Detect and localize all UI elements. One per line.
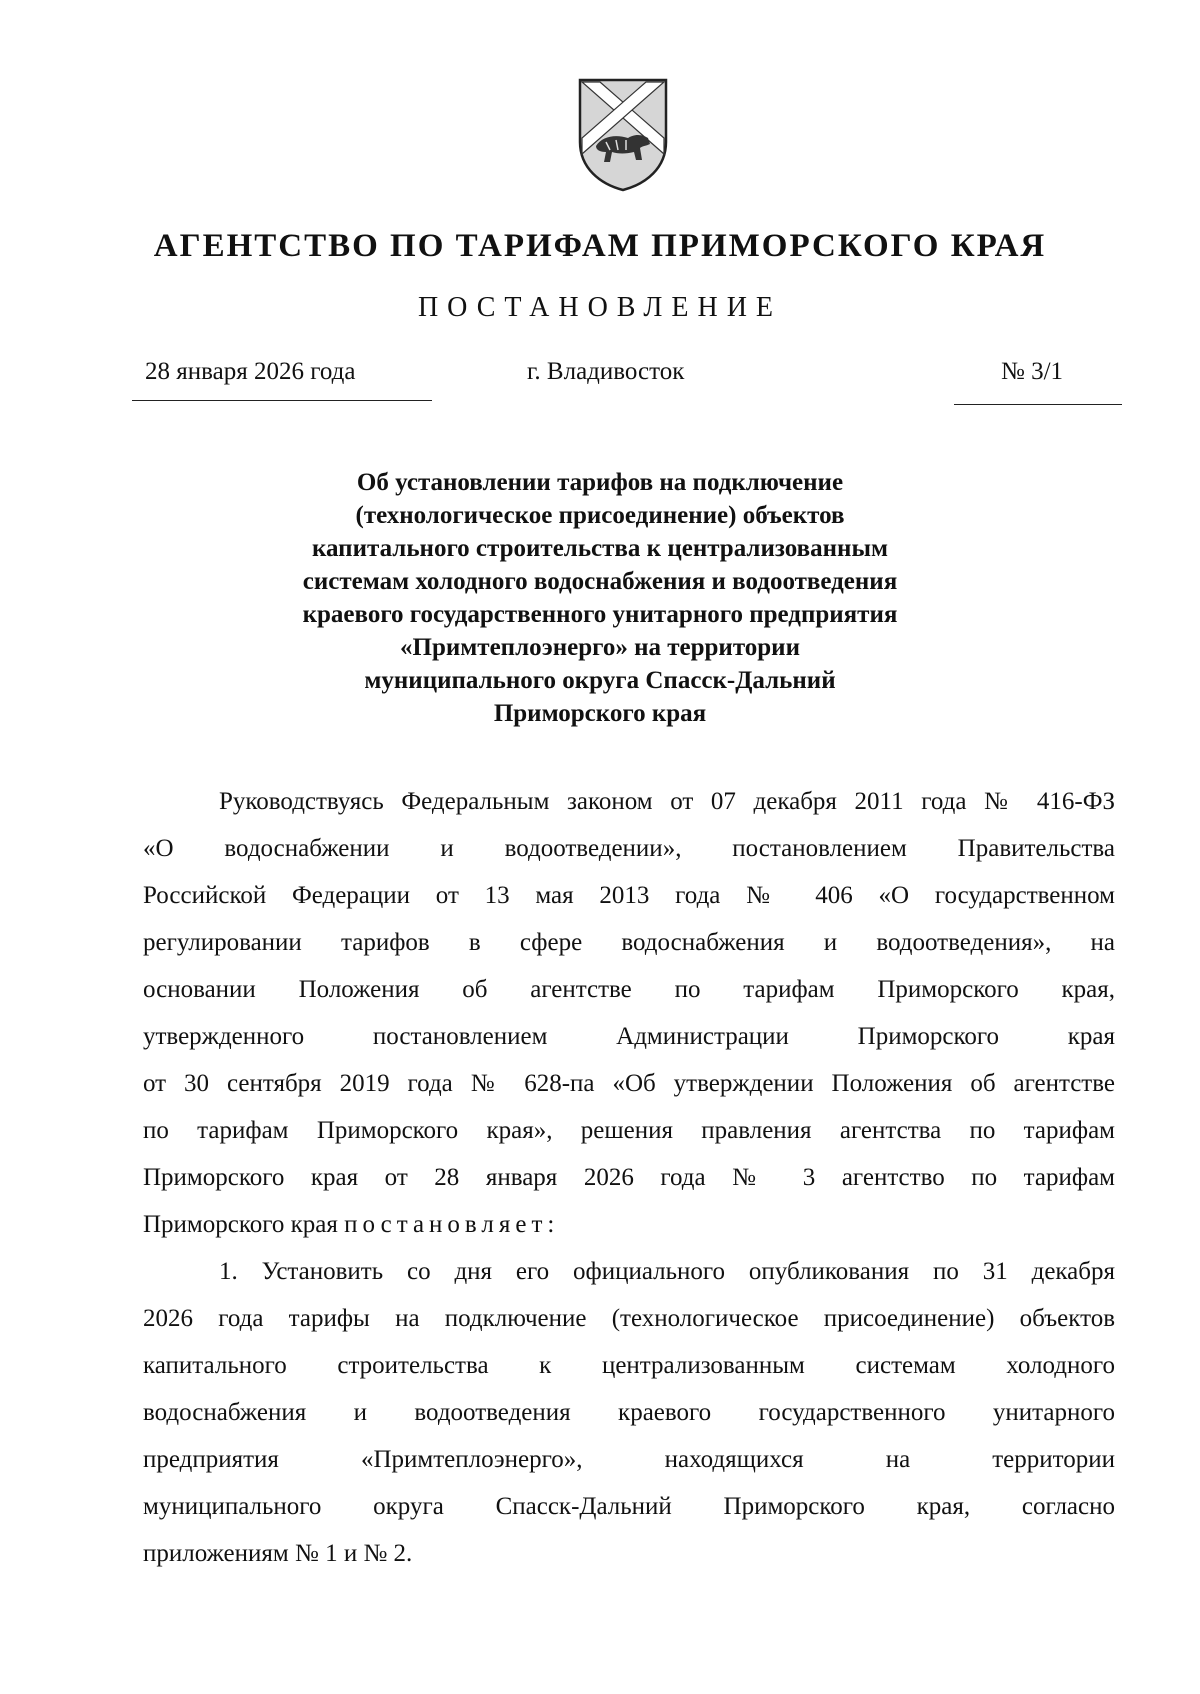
- text-line: 1. Установить со дня его официального опубликования по 31 декабря: [219, 1258, 1115, 1285]
- title-line: (технологическое присоединение) объектов: [355, 502, 845, 529]
- document-type: ПОСТАНОВЛЕНИЕ: [417, 292, 783, 323]
- text-line: [143, 1201, 1115, 1248]
- text-line: Приморского края от 28 января 2026 года № 3 агентство по тарифам: [143, 1164, 1115, 1191]
- text-line: Руководствуясь Федеральным законом от 07 декабря 2011 года № 416-ФЗ: [219, 788, 1115, 815]
- title-line: капитального строительства к централизованным: [311, 535, 888, 562]
- title-line: муниципального округа Спасск-Дальний: [364, 667, 836, 694]
- title-line: Приморского края: [493, 700, 707, 727]
- coat-of-arms-emblem: [576, 76, 670, 194]
- title-line: системам холодного водоснабжения и водоотведения: [302, 568, 898, 595]
- document-title: [200, 466, 1000, 730]
- text-line: 2026 года тарифы на подключение (технологическое присоединение) объектов: [143, 1305, 1115, 1332]
- text-line: водоснабжения и водоотведения краевого государственного унитарного: [143, 1399, 1115, 1426]
- title-line: «Примтеплоэнерго» на территории: [400, 634, 800, 661]
- text-line: основании Положения об агентстве по тарифам Приморского края,: [143, 976, 1115, 1003]
- clause-1-paragraph: [143, 1248, 1115, 1577]
- text-line: утвержденного постановлением Администрации Приморского края: [143, 1023, 1115, 1050]
- text-line: «О водоснабжении и водоотведении», постановлением Правительства: [143, 835, 1115, 862]
- document-number: № 3/1: [1001, 358, 1064, 385]
- text-line: от 30 сентября 2019 года № 628-па «Об утверждении Положения об агентстве: [143, 1070, 1115, 1097]
- text-line: Российской Федерации от 13 мая 2013 года № 406 «О государственном: [143, 882, 1115, 909]
- preamble-paragraph: [143, 778, 1115, 1248]
- text-line-prefix: Приморского края: [143, 1211, 338, 1238]
- text-line: муниципального округа Спасск-Дальний Приморского края, согласно: [143, 1493, 1115, 1520]
- document-date: 28 января 2026 года: [145, 358, 356, 385]
- title-line: краевого государственного унитарного предприятия: [302, 601, 898, 628]
- number-underline: [954, 404, 1122, 405]
- document-city: г. Владивосток: [527, 358, 685, 385]
- document-body: [143, 778, 1115, 1577]
- date-underline: [132, 400, 432, 401]
- text-line: капитального строительства к централизованным системам холодного: [143, 1352, 1115, 1379]
- text-line: регулировании тарифов в сфере водоснабжения и водоотведения», на: [143, 929, 1115, 956]
- resolves-word: постановляет:: [344, 1211, 560, 1238]
- text-line: приложениям № 1 и № 2.: [143, 1540, 413, 1567]
- agency-name: АГЕНТСТВО ПО ТАРИФАМ ПРИМОРСКОГО КРАЯ: [153, 228, 1047, 264]
- title-line: Об установлении тарифов на подключение: [356, 469, 844, 496]
- text-line: предприятия «Примтеплоэнерго», находящихся на территории: [143, 1446, 1115, 1473]
- text-line: по тарифам Приморского края», решения правления агентства по тарифам: [143, 1117, 1115, 1144]
